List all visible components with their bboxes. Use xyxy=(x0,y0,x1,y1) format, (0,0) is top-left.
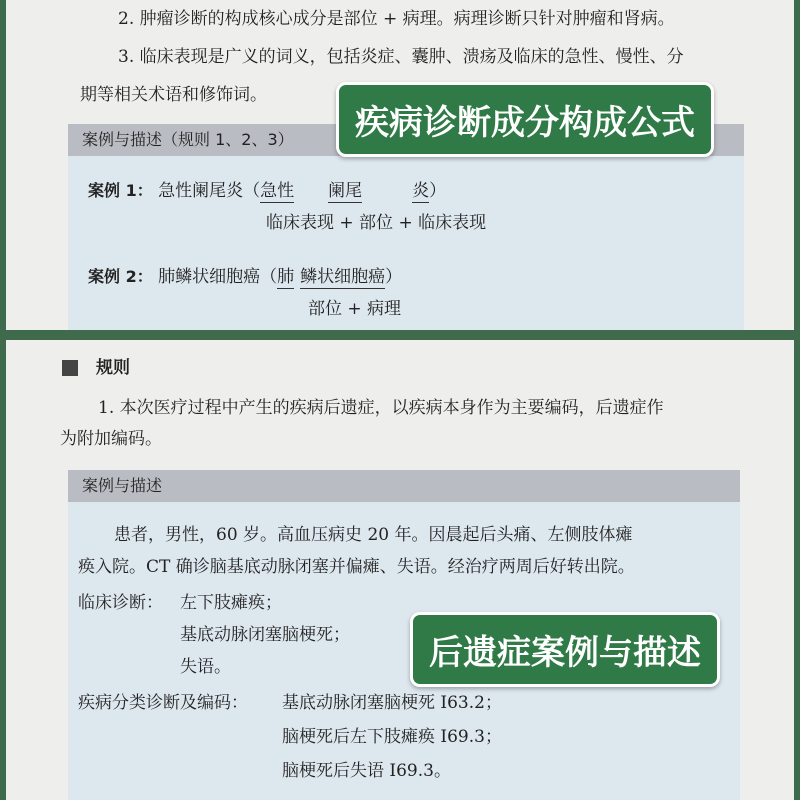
case-panel xyxy=(68,156,744,330)
case-2-part: 鳞状细胞癌 xyxy=(300,267,386,287)
case-2-label: 案例 2： xyxy=(88,267,153,286)
case-1-term: 急性阑尾炎（ xyxy=(158,181,261,201)
case-2-formula: 部位 + 病理 xyxy=(308,299,402,319)
clinical-label: 临床诊断： xyxy=(78,593,163,613)
case-1-part: 急性 xyxy=(260,181,295,201)
rule-heading: 规则 xyxy=(96,358,130,378)
case-2-line xyxy=(88,262,402,292)
case-2-close: ） xyxy=(385,267,403,287)
text-line: 期等相关术语和修饰词。 xyxy=(80,85,267,105)
clinical-item: 基底动脉闭塞脑梗死； xyxy=(180,625,350,645)
sequelae-banner: 后遗症案例与描述 xyxy=(410,612,720,687)
case-header-title: 案例与描述（规则 1、2、3） xyxy=(82,130,294,149)
case-1-part: 阑尾 xyxy=(328,181,363,201)
coding-item: 脑梗死后失语 I69.3。 xyxy=(282,761,451,781)
section-square-icon xyxy=(62,360,78,376)
top-page xyxy=(6,0,794,330)
case-1-label: 案例 1： xyxy=(88,181,153,200)
clinical-item: 左下肢瘫痪； xyxy=(180,593,282,613)
rule-line: 为附加编码。 xyxy=(60,429,162,449)
clinical-item: 失语。 xyxy=(180,657,231,677)
case-1-formula: 临床表现 + 部位 + 临床表现 xyxy=(266,213,487,233)
case-header-bar xyxy=(68,470,740,502)
text-line: 3. 临床表现是广义的词义，包括炎症、囊肿、溃疡及临床的急性、慢性、分 xyxy=(118,47,684,67)
case-1-line xyxy=(88,176,446,206)
coding-item: 基底动脉闭塞脑梗死 I63.2； xyxy=(282,693,502,713)
coding-label: 疾病分类诊断及编码： xyxy=(78,693,248,713)
case-1-close: ） xyxy=(429,181,447,201)
case-1-part: 炎 xyxy=(412,181,430,201)
rule-line: 1. 本次医疗过程中产生的疾病后遗症，以疾病本身作为主要编码，后遗症作 xyxy=(98,398,664,418)
case-2-term: 肺鳞状细胞癌（ xyxy=(158,267,278,287)
case-2-part: 肺 xyxy=(277,267,295,287)
text-line: 2. 肿瘤诊断的构成核心成分是部位 + 病理。病理诊断只针对肿瘤和肾病。 xyxy=(118,9,675,29)
coding-item: 脑梗死后左下肢瘫痪 I69.3； xyxy=(282,727,502,747)
case-text-line: 痪入院。CT 确诊脑基底动脉闭塞并偏瘫、失语。经治疗两周后好转出院。 xyxy=(78,557,635,577)
case-header-title: 案例与描述 xyxy=(82,476,163,495)
case-text-line: 患者，男性，60 岁。高血压病史 20 年。因晨起后头痛、左侧肢体瘫 xyxy=(114,525,633,545)
bottom-page xyxy=(6,340,794,800)
formula-banner: 疾病诊断成分构成公式 xyxy=(336,82,714,157)
